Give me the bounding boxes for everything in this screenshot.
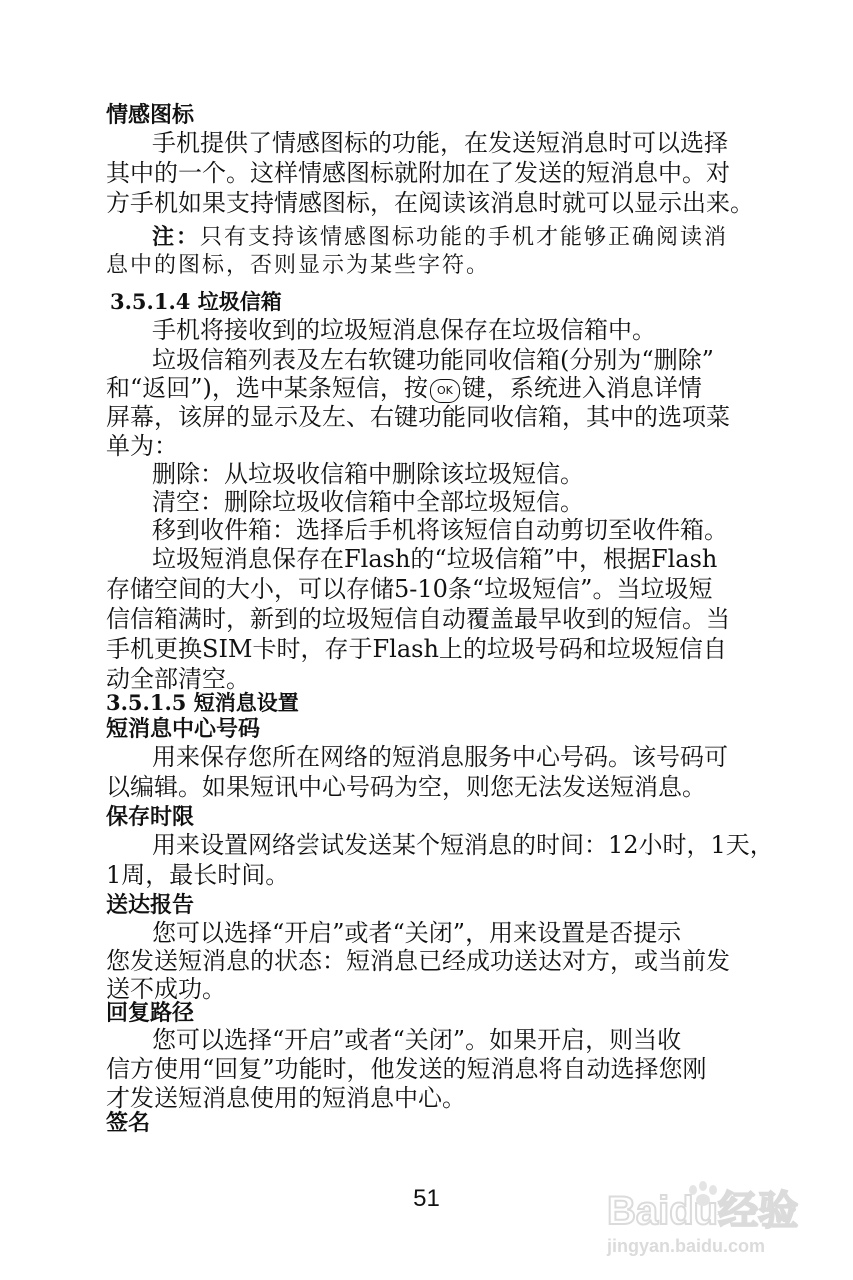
ok-key-icon: OK — [430, 379, 460, 403]
baidu-logo-icon — [601, 1172, 841, 1262]
validity-heading: 保存时限 — [106, 804, 195, 830]
junk-text-line: 动全部清空。 — [106, 665, 250, 693]
delivery-report-text: 您可以选择“开启”或者“关闭”，用来设置是否提示 — [152, 919, 682, 947]
junk-option-clear: 清空：删除垃圾收信箱中全部垃圾短信。 — [152, 488, 584, 516]
junk-text-line — [106, 373, 702, 403]
junk-text-fragment: 和“返回”)，选中某条短信，按 — [106, 374, 428, 402]
junk-text-line: 垃圾信箱列表及左右软键功能同收信箱(分别为“删除” — [152, 346, 714, 374]
watermark-url: jingyan.baidu.com — [607, 1236, 766, 1256]
center-number-text: 以编辑。如果短讯中心号码为空，则您无法发送短消息。 — [106, 773, 706, 801]
junk-text-line: 单为： — [106, 432, 178, 460]
junk-option-move: 移到收件箱：选择后手机将该短信自动剪切至收件箱。 — [152, 516, 728, 544]
center-number-heading: 短消息中心号码 — [106, 716, 261, 742]
emoticon-note — [152, 222, 728, 253]
reply-path-heading: 回复路径 — [106, 1000, 195, 1026]
junk-text-line: 信信箱满时，新到的垃圾短信自动覆盖最早收到的短信。当 — [106, 605, 730, 633]
junk-text-line: 屏幕，该屏的显示及左、右键功能同收信箱，其中的选项菜 — [106, 403, 730, 431]
junk-option-delete: 删除：从垃圾收信箱中删除该垃圾短信。 — [152, 460, 584, 488]
junk-text-fragment: 键，系统进入消息详情 — [461, 374, 702, 402]
note-label: 注： — [152, 224, 201, 250]
emoticon-text-line: 手机提供了情感图标的功能，在发送短消息时可以选择 — [152, 129, 728, 157]
note-text: 只有支持该情感图标功能的手机才能够正确阅读消 — [200, 225, 729, 250]
center-number-text: 用来保存您所在网络的短消息服务中心号码。该号码可 — [152, 743, 728, 771]
junk-section-heading: 3.5.1.4 垃圾信箱 — [110, 289, 282, 314]
validity-text: 1周，最长时间。 — [106, 861, 290, 889]
junk-text-line: 垃圾短消息保存在Flash的“垃圾信箱”中，根据Flash — [152, 545, 718, 573]
junk-text-line: 手机更换SIM卡时，存于Flash上的垃圾号码和垃圾短信自 — [106, 635, 727, 663]
signature-heading: 签名 — [106, 1110, 151, 1136]
reply-path-text: 才发送短消息使用的短消息中心。 — [106, 1084, 466, 1112]
emoticon-text-line: 方手机如果支持情感图标，在阅读该消息时就可以显示出来。 — [106, 189, 754, 217]
validity-text: 用来设置网络尝试发送某个短消息的时间：12小时，1天， — [152, 831, 774, 859]
junk-text-line: 手机将接收到的垃圾短消息保存在垃圾信箱中。 — [152, 316, 656, 344]
emoticon-text-line: 其中的一个。这样情感图标就附加在了发送的短消息中。对 — [106, 159, 730, 187]
settings-section-heading: 3.5.1.5 短消息设置 — [106, 690, 299, 715]
reply-path-text: 信方使用“回复”功能时，他发送的短消息将自动选择您刚 — [106, 1055, 707, 1083]
delivery-report-heading: 送达报告 — [106, 892, 195, 918]
page-number: 51 — [413, 1185, 440, 1212]
junk-text-line: 存储空间的大小，可以存储5-10条“垃圾短信”。当垃圾短 — [106, 575, 713, 603]
baidu-jingyan-watermark — [601, 1172, 841, 1262]
reply-path-text: 您可以选择“开启”或者“关闭”。如果开启，则当收 — [152, 1026, 682, 1054]
watermark-brand: Baidu经验 — [607, 1189, 799, 1233]
emoticon-heading: 情感图标 — [106, 102, 195, 128]
emoticon-note-line2: 息中的图标，否则显示为某些字符。 — [106, 253, 491, 278]
delivery-report-text: 您发送短消息的状态：短消息已经成功送达对方，或当前发 — [106, 947, 730, 975]
delivery-report-text: 送不成功。 — [106, 975, 226, 1003]
